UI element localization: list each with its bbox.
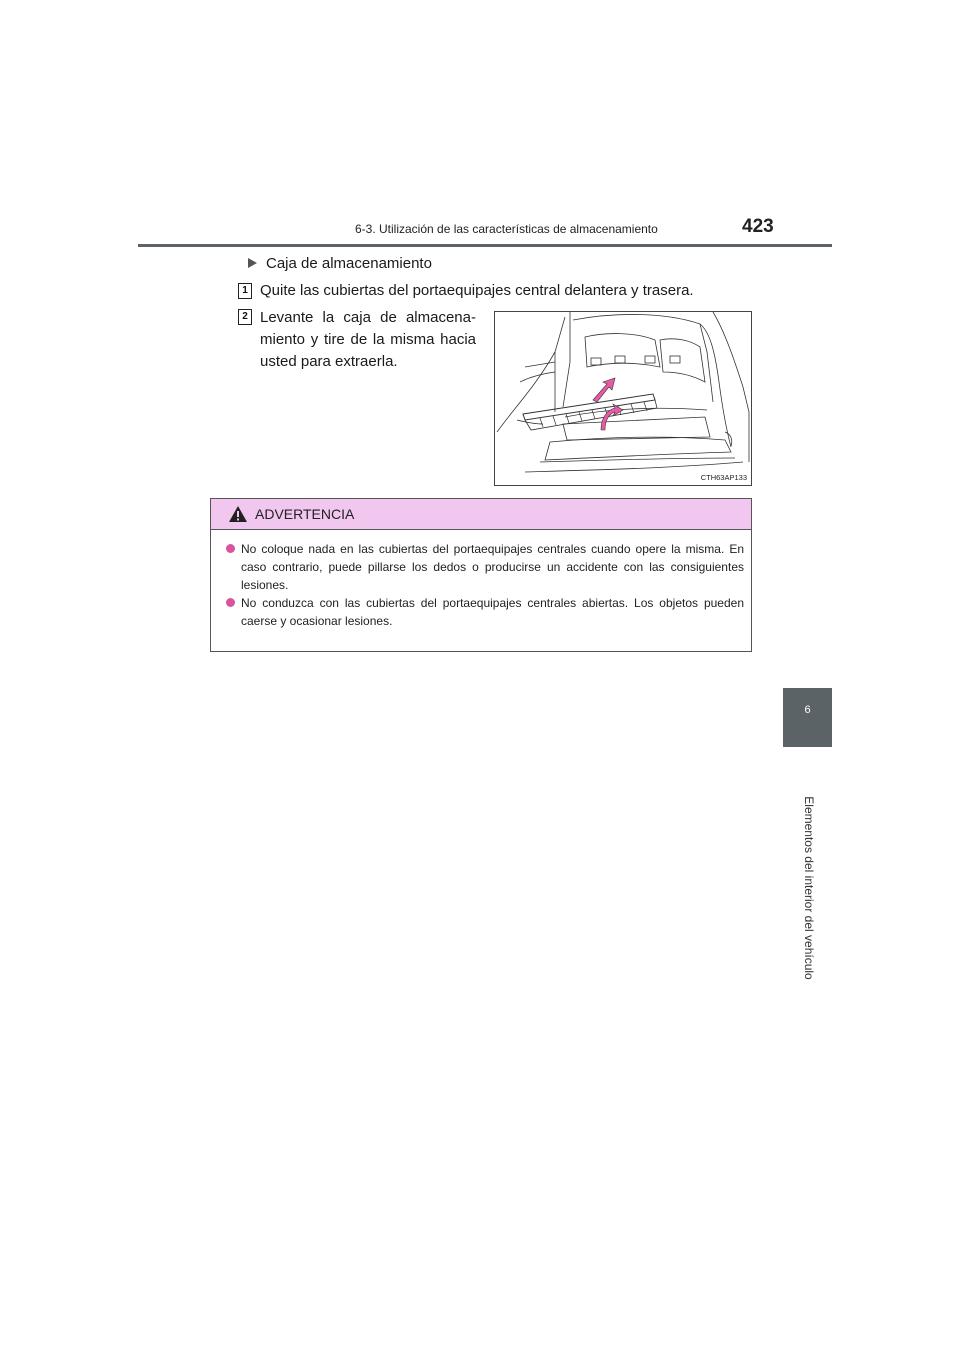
chapter-label: Elementos del interior del vehículo xyxy=(802,796,816,980)
chapter-number: 6 xyxy=(804,704,811,716)
warning-title: ADVERTENCIA xyxy=(255,506,355,522)
warning-item xyxy=(241,540,744,594)
step-2-text: Levante la caja de almacena-miento y tire de la misma hacia usted para extraerla. xyxy=(260,309,476,370)
step-1-badge: 1 xyxy=(238,283,252,299)
warning-item xyxy=(241,594,744,630)
figure-code: CTH63AP133 xyxy=(700,473,747,482)
warning-item-text: No coloque nada en las cubiertas del portaequipajes centrales cuando opere la misma. En caso contrario, puede pillarse los dedos o producirse un accidente con las consiguientes lesiones. xyxy=(241,542,744,592)
bullet-icon xyxy=(226,544,235,553)
chapter-label-wrap xyxy=(800,758,816,1018)
chapter-tab xyxy=(783,688,832,747)
warning-header xyxy=(211,499,751,530)
header-title: 6-3. Utilización de las características de almacenamiento xyxy=(355,222,658,236)
warning-item-text: No conduzca con las cubiertas del portaequipajes centrales abiertas. Los objetos pueden caerse y ocasionar lesiones. xyxy=(241,596,744,628)
warning-triangle-icon xyxy=(228,505,248,523)
cargo-area-drawing xyxy=(495,312,751,485)
page-number: 423 xyxy=(742,216,774,237)
section-heading-text: Caja de almacenamiento xyxy=(266,255,432,272)
warning-box xyxy=(210,498,752,652)
lift-arrow-icon xyxy=(593,378,615,402)
bullet-icon xyxy=(226,598,235,607)
triangle-arrow-icon xyxy=(246,257,258,269)
illustration-luggage-storage-box xyxy=(494,311,752,486)
section-heading xyxy=(246,255,432,272)
step-1-text: Quite las cubiertas del portaequipajes central delantera y trasera. xyxy=(260,282,694,299)
header-rule xyxy=(138,244,832,247)
step-2-badge: 2 xyxy=(238,309,252,325)
